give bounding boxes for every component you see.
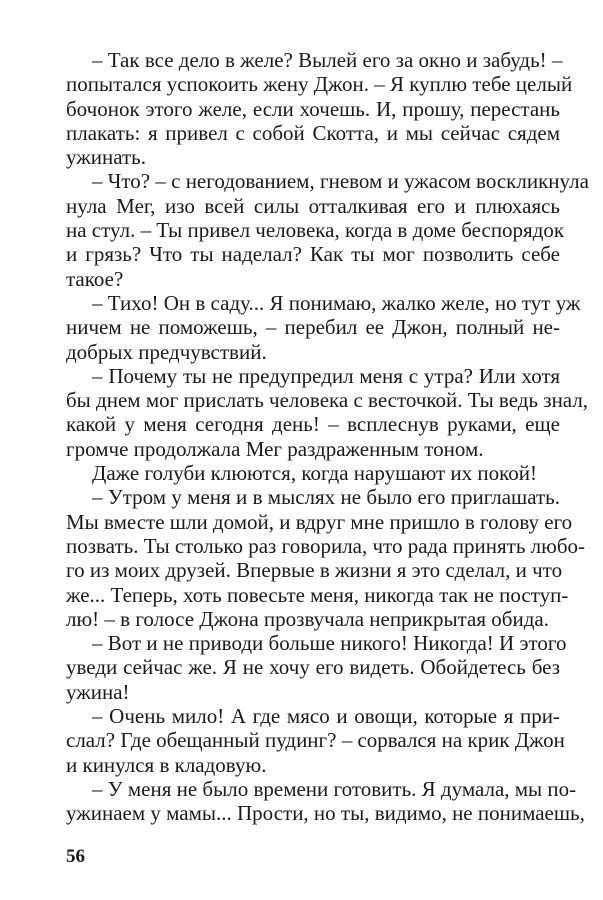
text-line: какой у меня сегодня день! – всплеснув руками, еще: [66, 412, 560, 437]
text-line: нула Мег, изо всей силы отталкивая его и плюхаясь: [66, 193, 560, 218]
body-text: [66, 48, 589, 826]
text-line: слал? Где обещанный пудинг? – сорвался на крик Джон: [66, 728, 565, 753]
text-line: Мы вместе шли домой, и вдруг мне пришло в голову его: [66, 509, 573, 534]
paragraph: [66, 48, 573, 170]
text-line: ничем не поможешь, – перебил ее Джон, полный не-: [66, 315, 560, 340]
text-line: ужина!: [66, 679, 130, 704]
text-line: бочонок этого желе, если хочешь. И, прошу, перестань: [66, 96, 560, 121]
text-line: – Так все дело в желе? Вылей его за окно и забудь! –: [92, 48, 563, 72]
text-line: – Очень мило! А где мясо и овощи, которые я при-: [92, 704, 560, 729]
text-line: на стул. – Ты привел человека, когда в доме беспорядок: [66, 218, 565, 243]
paragraph: [66, 461, 560, 485]
text-line: добрых предчувствий.: [66, 339, 267, 364]
text-line: – Вот и не приводи больше никого! Никогда! И этого: [92, 631, 567, 656]
paragraph: [66, 363, 589, 461]
text-line: ужинаем у мамы... Прости, но ты, видимо, не понимаешь,: [66, 801, 585, 826]
paragraph: [66, 704, 565, 777]
paragraph: [66, 169, 589, 291]
text-line: уведи сейчас же. Я не хочу его видеть. Обойдетесь без: [66, 655, 560, 680]
text-line: – Что? – с негодованием, гневом и ужасом воскликнула: [92, 169, 589, 194]
text-line: го из моих друзей. Впервые в жизни я это сделал, и что: [66, 558, 563, 583]
text-line: такое?: [66, 266, 124, 291]
text-line: и грязь? Что ты наделал? Как ты мог позволить себе: [66, 242, 560, 267]
text-line: позвать. Ты столько раз говорила, что рада принять любо-: [66, 533, 586, 558]
text-line: и кинулся в кладовую.: [66, 752, 267, 777]
text-line: попытался успокоить жену Джон. – Я куплю тебе целый: [66, 72, 573, 97]
paragraph: [66, 631, 567, 704]
paragraph: [66, 290, 581, 364]
text-line: – Утром у меня и в мыслях не было его приглашать.: [92, 485, 560, 510]
text-line: плакать: я привел с собой Скотта, и мы сейчас сядем: [66, 120, 560, 145]
text-line: бы днем мог прислать человека с весточкой. Ты ведь знал,: [66, 388, 589, 413]
page-number: 56: [66, 846, 85, 867]
paragraph: [66, 485, 586, 631]
text-line: громче продолжала Мег раздраженным тоном.: [66, 436, 484, 461]
text-line: – Тихо! Он в саду... Я понимаю, жалко желе, но тут уж: [92, 290, 581, 315]
text-line: лю! – в голосе Джона прозвучала неприкрытая обида.: [66, 606, 549, 631]
text-line: ужинать.: [66, 145, 146, 170]
paragraph: [66, 776, 585, 826]
text-line: – Почему ты не предупредил меня с утра? Или хотя: [92, 363, 560, 388]
text-line: Даже голуби клюются, когда нарушают их покой!: [92, 461, 537, 486]
text-line: же... Теперь, хоть повесьте меня, никогда так не поступ-: [66, 582, 569, 607]
text-line: – У меня не было времени готовить. Я думала, мы по-: [92, 776, 577, 801]
